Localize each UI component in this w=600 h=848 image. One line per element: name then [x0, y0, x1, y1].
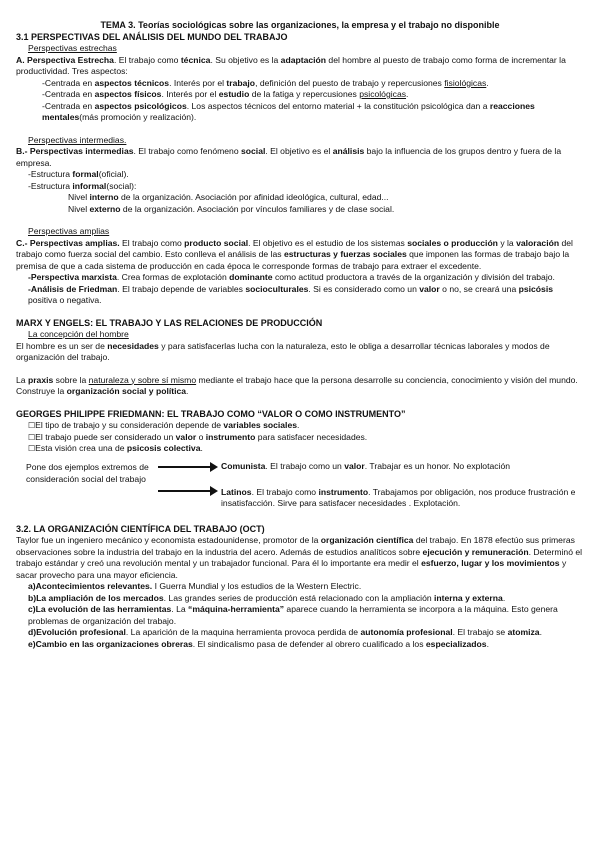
subheading-amplias: Perspectivas amplias [28, 226, 110, 236]
checkbox-item-valor-instrumento: ☐ El trabajo puede ser considerado un valor o instrumento para satisfacer necesidades. [16, 432, 584, 444]
list-item-estructura-informal: -Estructura informal(social): [28, 180, 137, 191]
section-heading-marx-engels: MARX Y ENGELS: EL TRABAJO Y LAS RELACIONES DE PRODUCCIÓN [16, 317, 323, 328]
list-item-perspectiva-marxista: -Perspectiva marxista. Crea formas de explotación dominante como actitud productora a través de la organización y división del trabajo. [28, 272, 555, 282]
list-item-analisis-friedman: -Análisis de Friedman. El trabajo depende de variables socioculturales. Si es considerado como un valor o no, se creará una psicósis positiva o negativa. [28, 283, 554, 305]
paragraph-taylor: Taylor fue un ingeniero mecánico y economista estadounidense, promotor de la organización científica del trabajo. En 1878 efectúo sus primeras observaciones sobre la industria del trabajo en la industria del acero. Además de estudios analíticos sobre ejecución y remuneración. Determinó el trabajo estándar y creó una revolución mental y un trabajador funcional. Para él lo importante era medir el esfuerzo, lugar y los movimientos y sacar provecho para una mayor eficiencia. [16, 535, 583, 580]
section-heading-friedmann: GEORGES PHILIPPE FRIEDMANN: EL TRABAJO COMO “VALOR O COMO INSTRUMENTO” [16, 408, 406, 419]
paragraph-perspectivas-intermedias: B.- Perspectivas intermedias. El trabajo como fenómeno social. El objetivo es el análisis bajo la influencia de los grupos dentro y fuera de la empresa. [16, 146, 562, 168]
friedmann-diagram [16, 461, 584, 513]
diagram-arrows [156, 461, 220, 513]
diagram-left-label: Pone dos ejemplos extremos de consideración social del trabajo [26, 461, 149, 484]
checkbox-item-variables-sociales: ☐ El tipo de trabajo y su consideración depende de variables sociales. [16, 420, 584, 432]
diagram-item-latinos: Latinos. El trabajo como instrumento. Trabajamos por obligación, nos produce frustración e insatisfacción. Sirve para satisfacer necesidades . Explotación. [221, 486, 576, 508]
list-item-evolucion-profesional: d)Evolución profesional. La aparición de la maquina herramienta provoca perdida de autonomía profesional. El trabajo se atomiza. [28, 627, 542, 637]
paragraph-perspectivas-amplias: C.- Perspectivas amplias. El trabajo como producto social. El objetivo es el estudio de los sistemas sociales o producción y la valoración del trabajo como fuerza social del cambio. Esto conlleva el análisis de las estructuras y fuerzas sociales que imponen las formas de trabajo bajo la premisa de que a cada sistema de producción en cada época le corresponde formas de trabajo para extraer el excedente. [16, 237, 573, 271]
subheading-estrechas: Perspectivas estrechas [28, 43, 117, 53]
section-heading-3-2: 3.2. LA ORGANIZACIÓN CIENTÍFICA DEL TRABAJO (OCT) [16, 523, 265, 534]
list-item-cambio-organizaciones: e)Cambio en las organizaciones obreras. El sindicalismo pasa de defender al obrero cualificado a los especializados. [28, 638, 489, 649]
list-item-evolucion-herramientas: c)La evolución de las herramientas. La “máquina-herramienta” aparece cuando la herramienta se incorpora a la máquina. Esto genera problemas de organización del trabajo. [28, 604, 558, 626]
paragraph-necesidades: El hombre es un ser de necesidades y para satisfacerlas lucha con la naturaleza, esto le obliga a desarrollar técnicas laborales y modos de organización del trabajo. [16, 340, 550, 362]
list-item-aspectos-tecnicos: -Centrada en aspectos técnicos. Interés por el trabajo, definición del puesto de trabajo y repercusiones fisiológicas. [42, 77, 489, 88]
arrow-right-icon [158, 462, 218, 472]
paragraph-praxis: La praxis sobre la naturaleza y sobre sí mismo mediante el trabajo hace que la persona desarrolle su conciencia, conocimiento y visión del mundo. Construye la organización social y política. [16, 374, 578, 396]
checkbox-item-psicosis-colectiva: ☐ Esta visión crea una de psicosis colectiva. [16, 443, 584, 455]
list-item-ampliacion-mercados: b)La ampliación de los mercados. Las grandes series de producción está relacionado con la ampliación interna y externa. [28, 592, 506, 603]
paragraph-perspectiva-estrecha: A. Perspectiva Estrecha. El trabajo como técnica. Su objetivo es la adaptación del hombre al puesto de trabajo como forma de incrementar la productividad. Tres aspectos: [16, 54, 566, 76]
list-item-aspectos-fisicos: -Centrada en aspectos físicos. Interés por el estudio de la fatiga y repercusiones psicológicas. [42, 89, 409, 99]
list-item-estructura-formal: -Estructura formal(oficial). [28, 169, 129, 179]
diagram-item-comunista: Comunista. El trabajo como un valor. Trabajar es un honor. No explotación [221, 460, 511, 471]
list-item-aspectos-psicologicos: -Centrada en aspectos psicológicos. Los aspectos técnicos del entorno material + la constitución psicológica dan a reacciones mentales(más promoción y realización). [42, 100, 535, 122]
arrow-right-icon [158, 486, 218, 496]
list-item-nivel-externo: Nivel externo de la organización. Asociación por vínculos familiares y de clase social. [68, 203, 395, 214]
list-item-acontecimientos: a)Acontecimientos relevantes. I Guerra Mundial y los estudios de la Western Electric. [28, 581, 362, 591]
document-page [16, 20, 584, 650]
list-item-nivel-interno: Nivel interno de la organización. Asociación por afinidad ideológica, cultural, edad... [68, 192, 389, 202]
subheading-concepcion-hombre: La concepción del hombre [28, 329, 129, 339]
section-heading-3-1: 3.1 PERSPECTIVAS DEL ANÁLISIS DEL MUNDO DEL TRABAJO [16, 31, 288, 42]
document-title: TEMA 3. Teorías sociológicas sobre las organizaciones, la empresa y el trabajo no disponible [100, 20, 500, 30]
subheading-intermedias: Perspectivas intermedias. [28, 134, 127, 145]
